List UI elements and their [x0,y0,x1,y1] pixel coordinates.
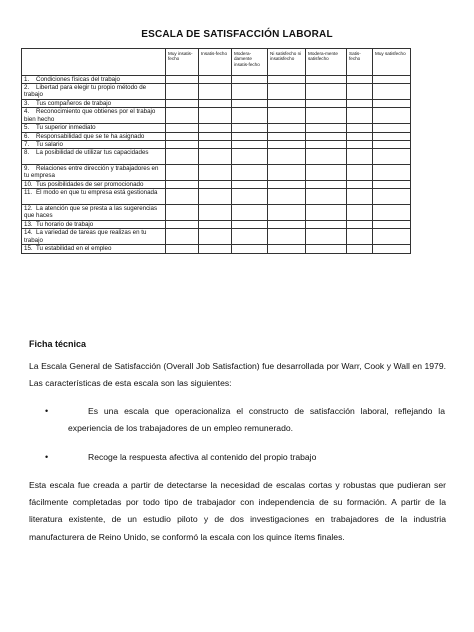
table-row [22,100,411,108]
item-label: La posibilidad de utilizar tus capacidades [36,149,149,157]
table-header-row [22,49,411,76]
rating-cell[interactable] [166,108,199,124]
rating-cell[interactable] [268,181,306,189]
item-cell [22,108,166,124]
header-cell-satisfecho: Satis-fecho [347,49,373,76]
bullet-text-content: Es una escala que operacionaliza el constructo de satisfacción laboral, reflejando la experiencia de los trabajadores de un empleo remunerado. [68,406,445,433]
rating-cell[interactable] [373,149,411,165]
rating-cell[interactable] [166,140,199,148]
rating-cell[interactable] [232,149,268,165]
item-label: Tu superior inmediato [36,124,96,132]
item-number: 2. [24,84,30,92]
rating-cell[interactable] [373,84,411,100]
table-row [22,124,411,132]
rating-cell[interactable] [347,140,373,148]
rating-cell[interactable] [373,140,411,148]
rating-cell[interactable] [232,165,268,181]
rating-cell[interactable] [347,76,373,84]
rating-cell[interactable] [166,165,199,181]
item-cell [22,189,166,205]
header-cell-muy-insatisfecho: Muy insatis-fecho [166,49,199,76]
rating-cell[interactable] [306,76,347,84]
item-cell [22,149,166,165]
item-cell [22,245,166,253]
rating-cell[interactable] [347,165,373,181]
rating-cell[interactable] [268,149,306,165]
rating-cell[interactable] [166,100,199,108]
rating-cell[interactable] [306,149,347,165]
rating-cell[interactable] [232,132,268,140]
rating-cell[interactable] [373,229,411,245]
item-label: Tu estabilidad en el empleo [36,245,112,253]
table-row [22,181,411,189]
rating-cell[interactable] [232,100,268,108]
item-label: El modo en que tu empresa está gestionada [36,189,158,197]
item-label: Tus posibilidades de ser promocionado [36,181,144,189]
rating-cell[interactable] [347,84,373,100]
rating-cell[interactable] [199,100,232,108]
rating-cell[interactable] [199,84,232,100]
rating-cell[interactable] [166,149,199,165]
item-label: Tu horario de trabajo [36,221,94,229]
item-cell [22,132,166,140]
rating-cell[interactable] [232,108,268,124]
rating-cell[interactable] [232,245,268,253]
rating-cell[interactable] [199,132,232,140]
rating-cell[interactable] [347,132,373,140]
rating-cell[interactable] [268,245,306,253]
section-heading: Ficha técnica [29,339,87,349]
item-label: Condiciones físicas del trabajo [36,76,120,83]
table-row [22,221,411,229]
rating-cell[interactable] [232,189,268,205]
rating-cell[interactable] [268,189,306,205]
rating-cell[interactable] [166,76,199,84]
document-title: ESCALA DE SATISFACCIÓN LABORAL [141,29,333,40]
item-label: Responsabilidad que se te ha asignado [36,132,145,140]
rating-cell[interactable] [306,181,347,189]
rating-cell[interactable] [166,124,199,132]
item-number: 15. [24,245,33,253]
item-label: Reconocimiento que obtienes por el trabajo bien hecho [24,108,156,123]
rating-cell[interactable] [306,205,347,221]
rating-cell[interactable] [373,124,411,132]
table-row [22,189,411,205]
item-cell [22,229,166,245]
rating-cell[interactable] [268,221,306,229]
bullet-text-content: Recoge la respuesta afectiva al contenido del propio trabajo [88,452,317,462]
rating-cell[interactable] [232,140,268,148]
item-number: 8. [24,149,30,157]
rating-cell[interactable] [306,140,347,148]
rating-cell[interactable] [347,221,373,229]
item-cell [22,181,166,189]
rating-cell[interactable] [373,221,411,229]
table-row [22,140,411,148]
item-cell [22,221,166,229]
item-number: 14. [24,229,33,237]
rating-cell[interactable] [199,245,232,253]
rating-cell[interactable] [306,84,347,100]
intro-paragraph: La Escala General de Satisfacción (Overall Job Satisfaction) fue desarrollada por Warr, Cook y Wall en 1979. Las características de esta escala son las siguientes: [29,361,446,388]
header-cell-neutral: Ni satisfecho ni insatisfecho [268,49,306,76]
rating-cell[interactable] [347,181,373,189]
rating-cell[interactable] [306,132,347,140]
header-cell-muy-satisfecho: Muy satisfecho [373,49,411,76]
bullet-text [45,449,445,466]
header-cell-item [22,49,166,76]
rating-cell[interactable] [306,229,347,245]
item-number: 11. [24,189,33,197]
item-label: La atención que se presta a las sugerencias que haces [24,205,158,220]
rating-cell[interactable] [199,165,232,181]
rating-cell[interactable] [268,229,306,245]
item-number: 7. [24,140,30,148]
rating-cell[interactable] [268,165,306,181]
rating-cell[interactable] [166,245,199,253]
rating-cell[interactable] [306,245,347,253]
table-row [22,108,411,124]
bullet-text [45,403,445,436]
item-number: 12. [24,205,33,213]
rating-cell[interactable] [268,140,306,148]
rating-cell[interactable] [347,100,373,108]
rating-cell[interactable] [373,205,411,221]
item-cell [22,124,166,132]
rating-cell[interactable] [232,84,268,100]
header-cell-moderadamente-insatisfecho: Modera-damente insatis-fecho [232,49,268,76]
rating-cell[interactable] [199,229,232,245]
rating-cell[interactable] [166,221,199,229]
rating-cell[interactable] [347,108,373,124]
item-label: Tu salario [36,140,63,148]
item-cell [22,205,166,221]
rating-cell[interactable] [199,108,232,124]
rating-cell[interactable] [347,189,373,205]
item-number: 10. [24,181,33,189]
item-cell [22,140,166,148]
satisfaction-table [21,48,411,254]
rating-cell[interactable] [268,84,306,100]
table-row [22,76,411,84]
rating-cell[interactable] [268,132,306,140]
rating-cell[interactable] [199,140,232,148]
rating-cell[interactable] [232,124,268,132]
table-row [22,229,411,245]
rating-cell[interactable] [347,229,373,245]
item-number: 3. [24,100,30,108]
rating-cell[interactable] [347,245,373,253]
item-label: Relaciones entre dirección y trabajadores en tu empresa [24,165,159,180]
rating-cell[interactable] [306,108,347,124]
rating-cell[interactable] [232,205,268,221]
rating-cell[interactable] [199,189,232,205]
header-cell-moderadamente-satisfecho: Modera-mente satisfecho [306,49,347,76]
rating-cell[interactable] [199,149,232,165]
rating-cell[interactable] [199,221,232,229]
item-number: 4. [24,108,30,116]
body-paragraph: Esta escala fue creada a partir de detectarse la necesidad de escalas cortas y robustas que pudieran ser fácilmente completadas por todo tipo de trabajador con independencia de su formación. A partir de la literatura existente, de un estudio piloto y de dos investigaciones en trabajadores de la industria manufacturera de Reino Unido, se conformó la escala con los quince ítems finales. [29,480,446,542]
rating-cell[interactable] [306,165,347,181]
rating-cell[interactable] [373,181,411,189]
item-number: 13. [24,221,33,229]
rating-cell[interactable] [373,245,411,253]
rating-cell[interactable] [166,189,199,205]
rating-cell[interactable] [268,108,306,124]
rating-cell[interactable] [199,124,232,132]
rating-cell[interactable] [232,229,268,245]
rating-cell[interactable] [166,181,199,189]
rating-cell[interactable] [232,221,268,229]
rating-cell[interactable] [306,100,347,108]
item-number: 6. [24,132,30,140]
rating-cell[interactable] [232,76,268,84]
table-row [22,205,411,221]
bullet-icon: • [45,406,49,416]
item-cell [22,100,166,108]
rating-cell[interactable] [166,84,199,100]
rating-cell[interactable] [268,76,306,84]
item-label: La variedad de tareas que realizas en tu trabajo [24,229,147,244]
rating-cell[interactable] [373,76,411,84]
rating-cell[interactable] [373,108,411,124]
rating-cell[interactable] [268,205,306,221]
rating-cell[interactable] [199,76,232,84]
item-label: Libertad para elegir tu propio método de trabajo [24,84,147,99]
rating-cell[interactable] [166,229,199,245]
bullet-icon: • [45,452,49,462]
rating-cell[interactable] [373,100,411,108]
table-row [22,165,411,181]
rating-cell[interactable] [373,165,411,181]
rating-cell[interactable] [347,205,373,221]
item-number: 5. [24,124,30,132]
table-row [22,84,411,100]
item-cell [22,76,166,84]
rating-cell[interactable] [347,149,373,165]
rating-cell[interactable] [232,181,268,189]
item-cell [22,165,166,181]
rating-cell[interactable] [166,132,199,140]
bullet-item [45,403,445,436]
rating-cell[interactable] [373,132,411,140]
item-number: 9. [24,165,30,173]
rating-cell[interactable] [373,189,411,205]
bullet-item [45,449,445,466]
item-cell [22,84,166,100]
rating-cell[interactable] [199,205,232,221]
rating-cell[interactable] [306,189,347,205]
header-cell-insatisfecho: Insatis-fecho [199,49,232,76]
rating-cell[interactable] [199,181,232,189]
table-row [22,132,411,140]
rating-cell[interactable] [347,124,373,132]
table-row [22,149,411,165]
item-label: Tus compañeros de trabajo [36,100,112,108]
table-row [22,245,411,253]
rating-cell[interactable] [268,124,306,132]
item-number: 1. [24,76,30,83]
rating-cell[interactable] [306,124,347,132]
rating-cell[interactable] [268,100,306,108]
rating-cell[interactable] [166,205,199,221]
rating-cell[interactable] [306,221,347,229]
